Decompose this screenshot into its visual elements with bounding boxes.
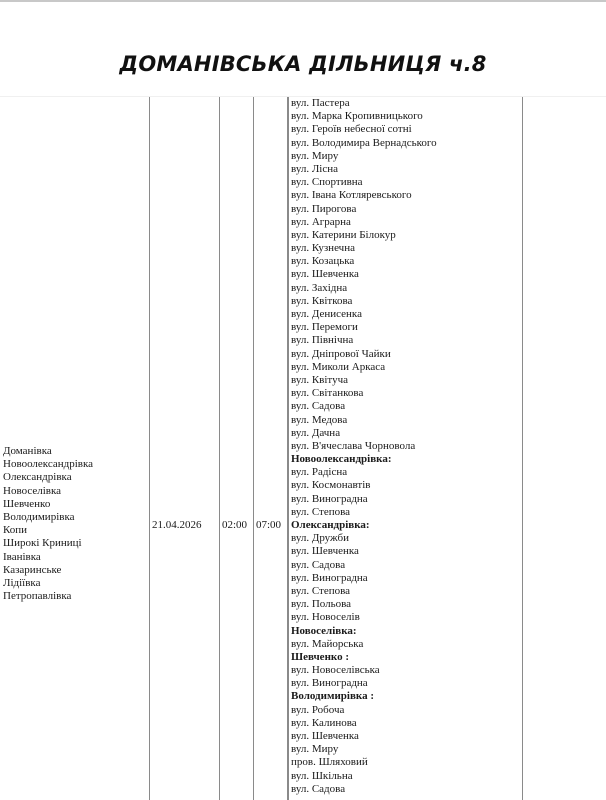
street-item: вул. Радісна bbox=[291, 466, 348, 479]
streets-cell bbox=[291, 97, 521, 796]
street-item: пров. Шляховий bbox=[291, 756, 368, 769]
column-divider bbox=[287, 97, 289, 800]
time-to-cell: 07:00 bbox=[256, 519, 282, 531]
column-divider bbox=[522, 97, 523, 800]
street-item: вул. Дачна bbox=[291, 426, 341, 439]
settlement-header: Новоолександрівка: bbox=[291, 453, 392, 466]
settlement-header: Володимирівка : bbox=[291, 690, 374, 703]
time-from-cell: 02:00 bbox=[222, 519, 248, 531]
village-item: Петропавлівка bbox=[3, 590, 72, 603]
street-item: вул. Кузнечна bbox=[291, 242, 355, 255]
street-item: вул. Марка Кропивницького bbox=[291, 110, 423, 123]
date-cell: 21.04.2026 bbox=[152, 519, 202, 531]
street-item: вул. В'ячеслава Чорновола bbox=[291, 439, 416, 452]
column-divider bbox=[253, 97, 254, 800]
street-item: вул. Володимира Вернадського bbox=[291, 136, 437, 149]
street-item: вул. Виноградна bbox=[291, 492, 368, 505]
village-item: Олександрівка bbox=[3, 471, 72, 484]
village-item: Новоолександрівка bbox=[3, 458, 94, 471]
village-item: Казаринське bbox=[3, 563, 62, 576]
street-item: вул. Дружби bbox=[291, 532, 349, 545]
street-item: вул. Робоча bbox=[291, 703, 345, 716]
street-item: вул. Героїв небесної сотні bbox=[291, 123, 412, 136]
street-item: вул. Квіткова bbox=[291, 294, 353, 307]
street-item: вул. Світанкова bbox=[291, 387, 364, 400]
street-item: вул. Космонавтів bbox=[291, 479, 371, 492]
street-item: вул. Шевченка bbox=[291, 545, 359, 558]
street-item: вул. Садова bbox=[291, 558, 346, 571]
street-item: вул. Пастера bbox=[291, 97, 350, 109]
street-item: вул. Спортивна bbox=[291, 176, 363, 189]
street-item: вул. Степова bbox=[291, 584, 351, 597]
street-item: вул. Лісна bbox=[291, 162, 338, 175]
street-item: вул. Шевченка bbox=[291, 730, 359, 742]
street-item: вул. Степова bbox=[291, 505, 351, 518]
column-divider bbox=[149, 97, 150, 800]
page-title: ДОМАНІВСЬКА ДІЛЬНИЦЯ ч.8 bbox=[119, 52, 487, 76]
street-item: вул. Західна bbox=[291, 281, 348, 294]
village-item: Копи bbox=[3, 524, 28, 537]
street-item: вул. Шкільна bbox=[291, 769, 353, 782]
street-item: вул. Козацька bbox=[291, 255, 355, 268]
street-item: вул. Майорська bbox=[291, 637, 364, 650]
column-divider bbox=[219, 97, 220, 800]
top-border bbox=[0, 0, 606, 2]
street-item: вул. Квітуча bbox=[291, 373, 348, 386]
street-item: вул. Аграрна bbox=[291, 215, 351, 228]
village-item: Іванівка bbox=[3, 550, 41, 563]
village-item: Володимирівка bbox=[3, 511, 75, 524]
street-item: вул. Дніпрової Чайки bbox=[291, 347, 391, 360]
street-item: вул. Калинова bbox=[291, 716, 357, 729]
street-item: вул. Новоселівська bbox=[291, 664, 380, 677]
village-item: Доманівка bbox=[3, 445, 52, 457]
village-item: Широкі Криниці bbox=[3, 537, 82, 550]
street-item: вул. Шевченка bbox=[291, 268, 359, 281]
settlement-header: Олександрівка: bbox=[291, 519, 370, 531]
villages-cell bbox=[3, 445, 148, 603]
street-item: вул. Денисенка bbox=[291, 308, 362, 320]
street-item: вул. Перемоги bbox=[291, 321, 358, 334]
street-item: вул. Катерини Білокур bbox=[291, 228, 396, 241]
village-item: Лідіївка bbox=[3, 577, 41, 590]
street-item: вул. Миколи Аркаса bbox=[291, 360, 386, 373]
street-item: вул. Новоселів bbox=[291, 611, 360, 624]
street-item: вул. Польова bbox=[291, 598, 352, 611]
street-item: вул. Медова bbox=[291, 413, 348, 426]
street-item: вул. Івана Котляревського bbox=[291, 189, 412, 202]
settlement-header: Шевченко : bbox=[291, 650, 350, 663]
street-item: вул. Садова bbox=[291, 400, 346, 413]
street-item: вул. Пирогова bbox=[291, 202, 357, 215]
village-item: Новоселівка bbox=[3, 484, 62, 497]
street-item: вул. Північна bbox=[291, 334, 354, 347]
street-item: вул. Виноградна bbox=[291, 677, 368, 690]
street-item: вул. Миру bbox=[291, 149, 339, 162]
settlement-header: Новоселівка: bbox=[291, 624, 357, 637]
village-item: Шевченко bbox=[3, 497, 51, 510]
street-item: вул. Садова bbox=[291, 782, 346, 795]
street-item: вул. Миру bbox=[291, 743, 339, 756]
street-item: вул. Виноградна bbox=[291, 571, 368, 584]
